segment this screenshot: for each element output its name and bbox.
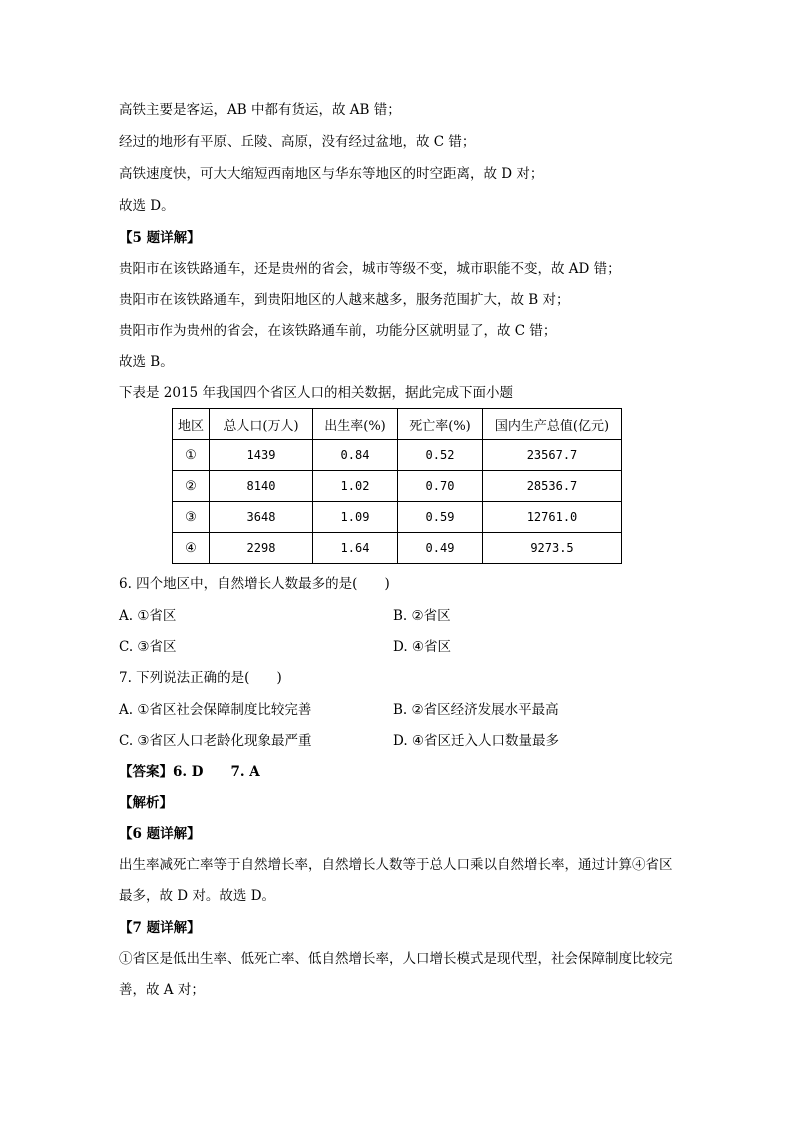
- line-8: 贵阳市作为贵州的省会，在该铁路通车前，功能分区就明显了，故 C 错；: [119, 323, 557, 339]
- table-cell: 12761.0: [483, 502, 622, 533]
- table-cell: 28536.7: [483, 471, 622, 502]
- table-cell: 3648: [210, 502, 313, 533]
- table-cell: 8140: [210, 471, 313, 502]
- table-cell: 0.49: [398, 533, 483, 564]
- answer-line: 【答案】6. D 7. A: [119, 764, 260, 780]
- table-intro: 下表是 2015 年我国四个省区人口的相关数据，据此完成下面小题: [119, 385, 513, 401]
- q6-detail-heading: 【6 题详解】: [119, 826, 201, 842]
- table-cell: 0.59: [398, 502, 483, 533]
- q7-option-b: B. ②省区经济发展水平最高: [393, 702, 559, 718]
- table-cell: 1.64: [313, 533, 398, 564]
- line-1: 高铁主要是客运，AB 中都有货运，故 AB 错；: [119, 102, 401, 118]
- table-cell: ②: [173, 471, 210, 502]
- table-cell: 1.02: [313, 471, 398, 502]
- line-2: 经过的地形有平原、丘陵、高原，没有经过盆地，故 C 错；: [119, 134, 476, 150]
- table-header: 国内生产总值(亿元): [483, 409, 622, 440]
- table-cell: 9273.5: [483, 533, 622, 564]
- table-cell: 0.70: [398, 471, 483, 502]
- q7-stem: 7. 下列说法正确的是( ): [119, 670, 282, 686]
- table-header: 出生率(%): [313, 409, 398, 440]
- table-row: [173, 502, 622, 533]
- line-4: 故选 D。: [119, 198, 175, 214]
- analysis-heading: 【解析】: [119, 795, 173, 811]
- table-header-row: [173, 409, 622, 440]
- table-row: [173, 471, 622, 502]
- table-cell: 0.52: [398, 440, 483, 471]
- q5-detail-heading: 【5 题详解】: [119, 230, 201, 246]
- table-cell: ④: [173, 533, 210, 564]
- table-header: 死亡率(%): [398, 409, 483, 440]
- q7-detail-text: ①省区是低出生率、低死亡率、低自然增长率，人口增长模式是现代型，社会保障制度比较完善，故 A 对；: [119, 951, 673, 998]
- table-cell: 2298: [210, 533, 313, 564]
- table-cell: ③: [173, 502, 210, 533]
- q7-option-c: C. ③省区人口老龄化现象最严重: [119, 733, 312, 749]
- table-cell: ①: [173, 440, 210, 471]
- line-9: 故选 B。: [119, 354, 174, 370]
- table-cell: 23567.7: [483, 440, 622, 471]
- q6-option-b: B. ②省区: [393, 608, 451, 624]
- q7-detail-heading: 【7 题详解】: [119, 920, 201, 936]
- table-header: 地区: [173, 409, 210, 440]
- line-7: 贵阳市在该铁路通车，到贵阳地区的人越来越多，服务范围扩大，故 B 对；: [119, 292, 570, 308]
- q7-option-a: A. ①省区社会保障制度比较完善: [119, 702, 312, 718]
- q6-option-d: D. ④省区: [393, 639, 452, 655]
- q6-stem: 6. 四个地区中，自然增长人数最多的是( ): [119, 576, 390, 592]
- q6-option-a: A. ①省区: [119, 608, 177, 624]
- table-row: [173, 533, 622, 564]
- q6-detail-text: 出生率减死亡率等于自然增长率，自然增长人数等于总人口乘以自然增长率，通过计算④省区最多，故 D 对。故选 D。: [119, 857, 673, 904]
- table-row: [173, 440, 622, 471]
- table-cell: 1439: [210, 440, 313, 471]
- line-3: 高铁速度快，可大大缩短西南地区与华东等地区的时空距离，故 D 对；: [119, 166, 544, 182]
- line-6: 贵阳市在该铁路通车，还是贵州的省会，城市等级不变，城市职能不变，故 AD 错；: [119, 261, 621, 277]
- table-cell: 1.09: [313, 502, 398, 533]
- population-table: [172, 408, 622, 564]
- table-header: 总人口(万人): [210, 409, 313, 440]
- q7-option-d: D. ④省区迁入人口数量最多: [393, 733, 560, 749]
- table-cell: 0.84: [313, 440, 398, 471]
- q6-option-c: C. ③省区: [119, 639, 177, 655]
